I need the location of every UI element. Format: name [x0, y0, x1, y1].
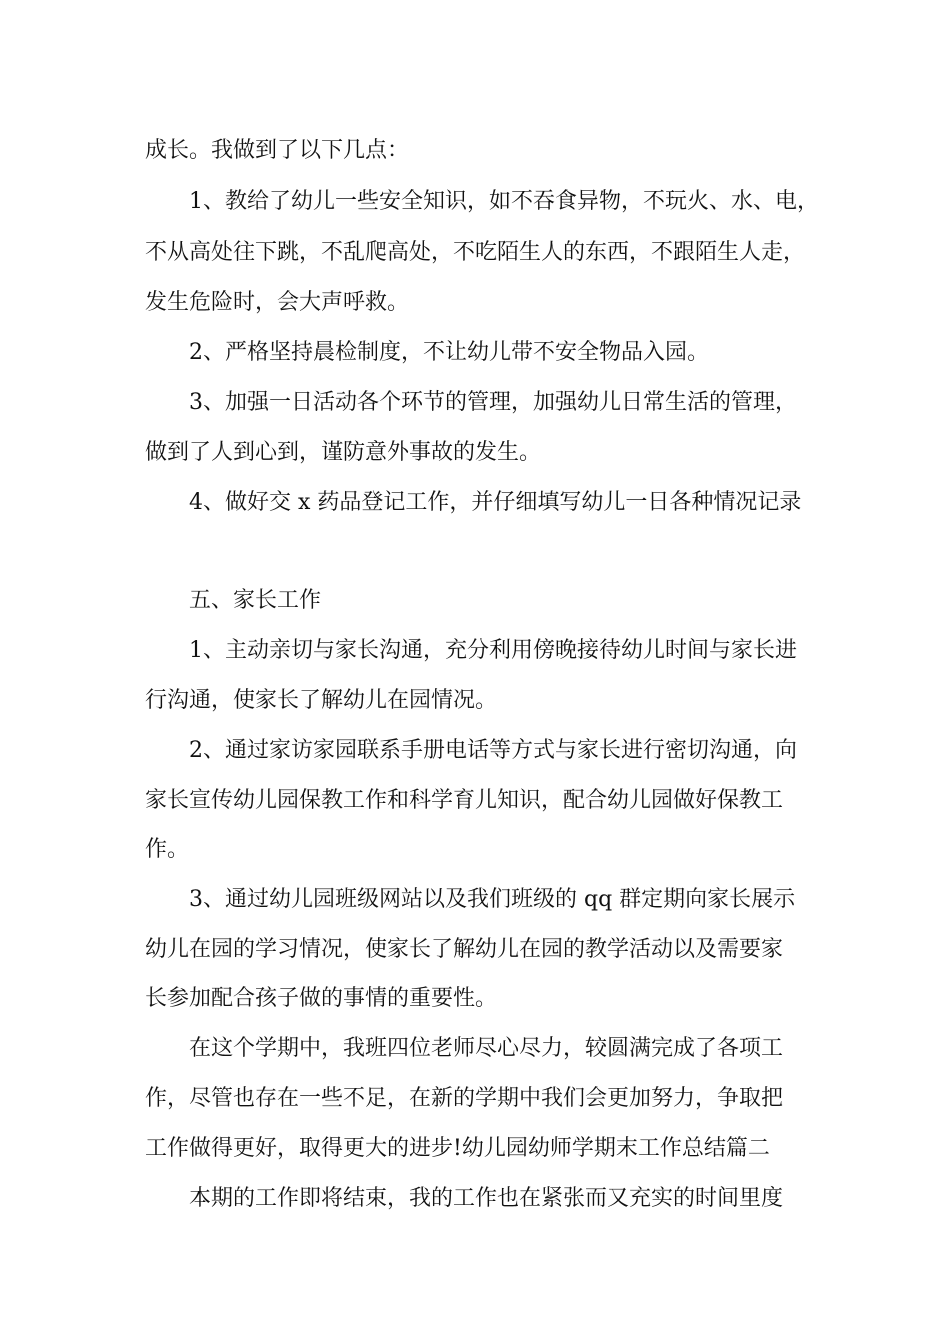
text-line: 发生危险时，会大声呼救。: [145, 290, 410, 315]
text-line: 作，尽管也存在一些不足，在新的学期中我们会更加努力，争取把: [145, 1086, 784, 1111]
text-line: 4、做好交 x 药品登记工作，并仔细填写幼儿一日各种情况记录: [189, 490, 802, 515]
text-line: 作。: [145, 837, 190, 862]
text-line: 幼儿在园的学习情况，使家长了解幼儿在园的教学活动以及需要家: [145, 937, 784, 962]
text-line: 行沟通，使家长了解幼儿在园情况。: [145, 688, 498, 713]
text-line: 1、教给了幼儿一些安全知识，如不吞食异物，不玩火、水、电，: [189, 189, 819, 214]
text-line: 做到了人到心到，谨防意外事故的发生。: [145, 440, 542, 465]
text-line: 家长宣传幼儿园保教工作和科学育儿知识，配合幼儿园做好保教工: [145, 788, 784, 813]
text-line: 长参加配合孩子做的事情的重要性。: [145, 986, 498, 1011]
text-line: 3、通过幼儿园班级网站以及我们班级的 qq 群定期向家长展示: [189, 887, 796, 912]
text-line: 工作做得更好，取得更大的进步!幼儿园幼师学期末工作总结篇二: [145, 1136, 770, 1161]
text-line: 3、加强一日活动各个环节的管理，加强幼儿日常生活的管理，: [189, 390, 797, 415]
text-line: 不从高处往下跳，不乱爬高处，不吃陌生人的东西，不跟陌生人走，: [145, 240, 806, 265]
text-line: 2、通过家访家园联系手册电话等方式与家长进行密切沟通，向: [189, 738, 797, 763]
section-heading: 五、家长工作: [189, 588, 322, 613]
text-line: 2、严格坚持晨检制度，不让幼儿带不安全物品入园。: [189, 340, 709, 365]
text-line: 1、主动亲切与家长沟通，充分利用傍晚接待幼儿时间与家长进: [189, 638, 797, 663]
text-line: 成长。我做到了以下几点：: [145, 138, 410, 163]
text-line: 本期的工作即将结束，我的工作也在紧张而又充实的时间里度: [189, 1186, 784, 1211]
text-line: 在这个学期中，我班四位老师尽心尽力，较圆满完成了各项工: [189, 1036, 784, 1061]
